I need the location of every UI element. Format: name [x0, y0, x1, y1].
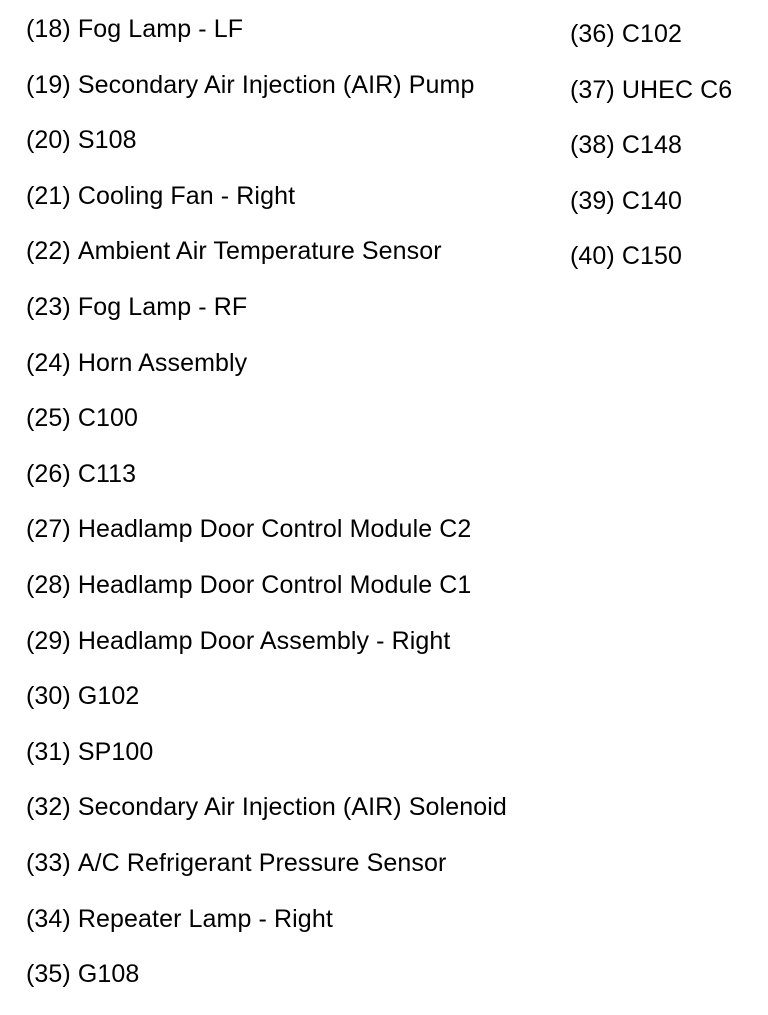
- legend-item-number: (26): [26, 459, 71, 488]
- legend-item-number: (21): [26, 181, 71, 210]
- legend-item-20: [26, 125, 507, 181]
- legend-item-label: Secondary Air Injection (AIR) Solenoid: [77, 793, 507, 822]
- legend-item-number: (29): [26, 626, 71, 655]
- legend-item-label: Repeater Lamp - Right: [77, 904, 333, 933]
- legend-item-label: A/C Refrigerant Pressure Sensor: [77, 848, 447, 877]
- legend-item-25: [26, 403, 507, 459]
- legend-item-40: [570, 241, 732, 297]
- legend-item-label: Ambient Air Temperature Sensor: [77, 237, 442, 266]
- legend-item-number: (20): [26, 126, 71, 155]
- legend-item-number: (18): [26, 15, 71, 43]
- legend-item-label: S108: [77, 126, 137, 155]
- legend-item-36: [570, 19, 732, 75]
- legend-item-34: [26, 904, 507, 960]
- legend-item-29: [26, 626, 507, 682]
- legend-item-label: C113: [77, 459, 137, 488]
- legend-item-label: Horn Assembly: [77, 348, 248, 377]
- legend-item-number: (36): [570, 20, 615, 48]
- legend-item-number: (31): [26, 737, 71, 766]
- legend-item-number: (23): [26, 292, 71, 321]
- legend-item-number: (30): [26, 682, 71, 711]
- legend-item-number: (22): [26, 237, 71, 266]
- legend-right-column: [570, 19, 732, 297]
- legend-item-number: (40): [570, 242, 615, 271]
- legend-item-number: (38): [570, 131, 615, 160]
- legend-item-label: SP100: [77, 737, 154, 766]
- legend-item-number: (28): [26, 570, 71, 599]
- legend-item-number: (35): [26, 960, 71, 989]
- legend-item-18: [26, 14, 507, 70]
- legend-item-number: (33): [26, 848, 71, 877]
- legend-item-33: [26, 848, 507, 904]
- legend-item-label: C150: [621, 242, 683, 271]
- legend-item-22: [26, 236, 507, 292]
- legend-item-label: Headlamp Door Control Module C1: [77, 570, 472, 599]
- legend-item-number: (25): [26, 404, 71, 433]
- legend-item-23: [26, 292, 507, 348]
- legend-item-31: [26, 737, 507, 793]
- legend-item-number: (34): [26, 904, 71, 933]
- legend-item-label: Fog Lamp - RF: [77, 292, 248, 321]
- legend-item-number: (27): [26, 515, 71, 544]
- legend-item-30: [26, 681, 507, 737]
- legend-item-label: C102: [621, 20, 683, 48]
- legend-item-37: [570, 75, 732, 131]
- legend-item-32: [26, 792, 507, 848]
- legend-item-label: G102: [77, 682, 140, 711]
- legend-item-35: [26, 959, 507, 1015]
- legend-item-19: [26, 70, 507, 126]
- legend-item-24: [26, 348, 507, 404]
- legend-item-label: UHEC C6: [621, 75, 733, 104]
- legend-item-label: Fog Lamp - LF: [77, 15, 244, 43]
- legend-item-39: [570, 186, 732, 242]
- legend-item-number: (32): [26, 793, 71, 822]
- legend-item-label: Headlamp Door Assembly - Right: [77, 626, 451, 655]
- legend-item-27: [26, 514, 507, 570]
- legend-item-label: Secondary Air Injection (AIR) Pump: [77, 70, 475, 99]
- legend-item-26: [26, 459, 507, 515]
- legend-item-label: Headlamp Door Control Module C2: [77, 515, 472, 544]
- legend-item-28: [26, 570, 507, 626]
- legend-item-label: Cooling Fan - Right: [77, 181, 296, 210]
- legend-item-number: (19): [26, 70, 71, 99]
- legend-item-number: (37): [570, 75, 615, 104]
- legend-item-number: (39): [570, 186, 615, 215]
- legend-item-label: G108: [77, 960, 140, 989]
- legend-item-21: [26, 181, 507, 237]
- legend-item-38: [570, 130, 732, 186]
- legend-item-label: C140: [621, 186, 683, 215]
- legend-item-number: (24): [26, 348, 71, 377]
- legend-left-column: [26, 14, 507, 1015]
- legend-item-label: C148: [621, 131, 683, 160]
- legend-item-label: C100: [77, 404, 139, 433]
